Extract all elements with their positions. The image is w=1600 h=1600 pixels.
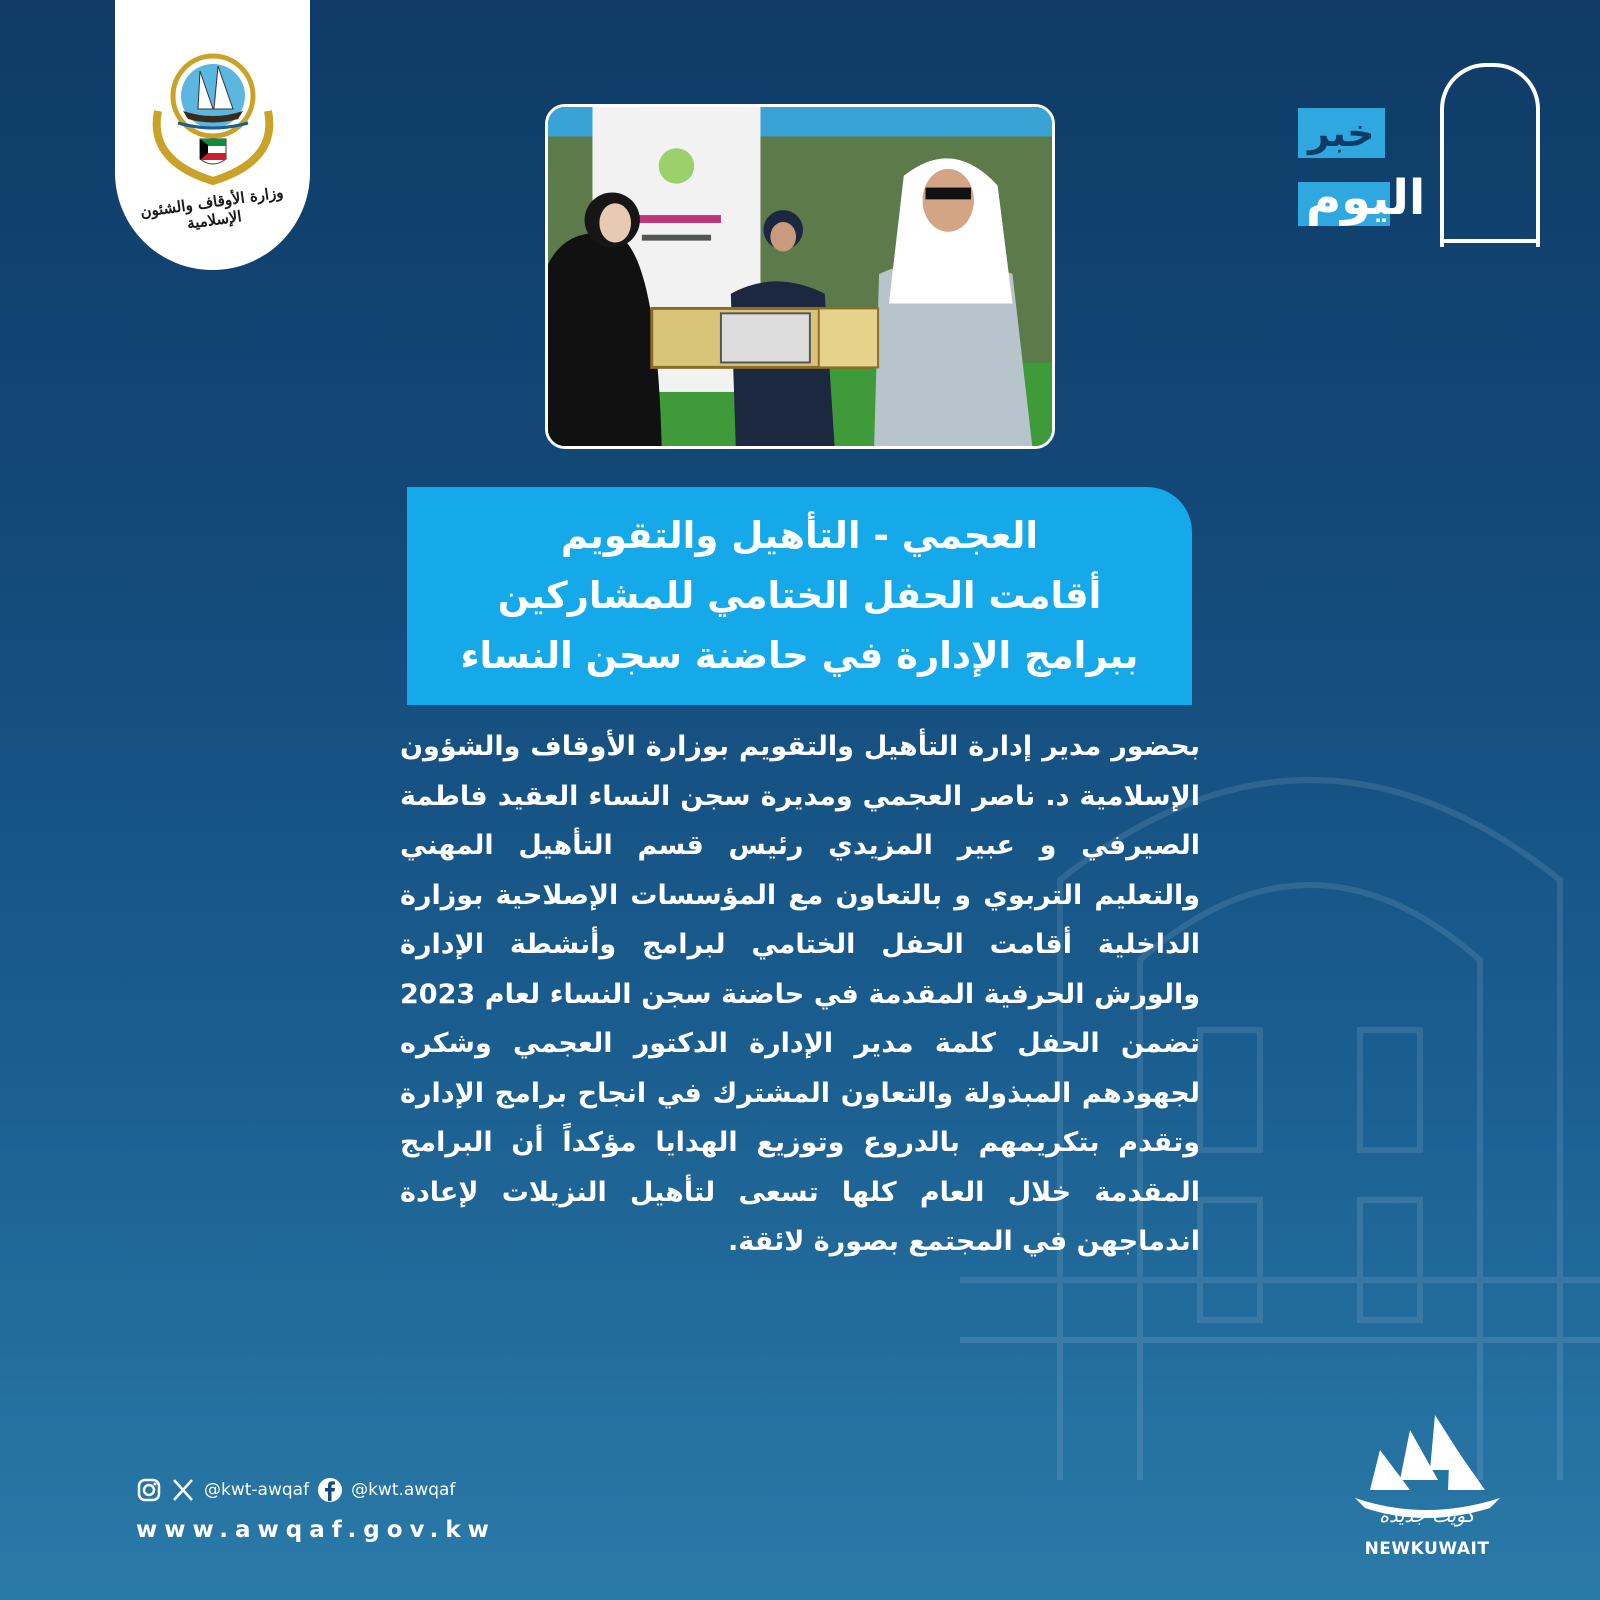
x-icon[interactable] (170, 1477, 196, 1503)
facebook-icon[interactable] (317, 1477, 343, 1503)
kuwait-emblem-icon (138, 41, 288, 191)
newkuwait-sail-logo-icon (1340, 1410, 1510, 1590)
ministry-logo-tab (115, 0, 310, 270)
headline-line-2: أقامت الحفل الختامي للمشاركين (497, 574, 1102, 617)
brand-arch-frame (1440, 63, 1540, 247)
brand-khabar: خبر (1298, 108, 1385, 158)
newkuwait-arabic: كويت جديدة (1379, 1505, 1475, 1527)
headline-line-3: ببرامج الإدارة في حاضنة سجن النساء (460, 634, 1139, 677)
headline-line-1: العجمي - التأهيل والتقويم (560, 514, 1039, 557)
brand-yawm: اليوم (1306, 170, 1426, 226)
website-url[interactable]: www.awqaf.gov.kw (136, 1517, 496, 1543)
newkuwait-english: NEWKUWAIT (1364, 1539, 1490, 1559)
x-handle[interactable]: @kwt-awqaf (204, 1480, 310, 1500)
ministry-name: وزارة الأوقاف والشئون الإسلامية (138, 183, 284, 233)
brand-frame-base (1440, 239, 1540, 243)
facebook-handle[interactable]: @kwt.awqaf (351, 1480, 456, 1500)
instagram-icon[interactable] (136, 1477, 162, 1503)
event-photo (545, 104, 1055, 449)
headline-box (407, 487, 1192, 705)
article-body: بحضور مدير إدارة التأهيل والتقويم بوزارة الأوقاف والشؤون الإسلامية د. ناصر العجمي ومديرة سجن النساء العقيد فاطمة الصيرفي و عبير المزيدي رئيس قسم التأهيل المهني والتعليم التربوي و بالتعاون مع المؤسسات الإصلاحية بوزارة الداخلية أقامت الحفل الختامي لبرامج وأنشطة الإدارة والورش الحرفية المقدمة في حاضنة سجن النساء لعام 2023 تضمن الحفل كلمة مدير الإدارة الدكتور العجمي وشكره لجهودهم المبذولة والتعاون المشترك في انجاح برامج الإدارة وتقدم بتكريمهم بالدروع وتوزيع الهدايا مؤكداً أن البرامج المقدمة خلال العام كلها تسعى لتأهيل النزيلات لإعادة اندماجهن في المجتمع بصورة لائقة. (400, 731, 1200, 1257)
social-handles (136, 1477, 455, 1503)
